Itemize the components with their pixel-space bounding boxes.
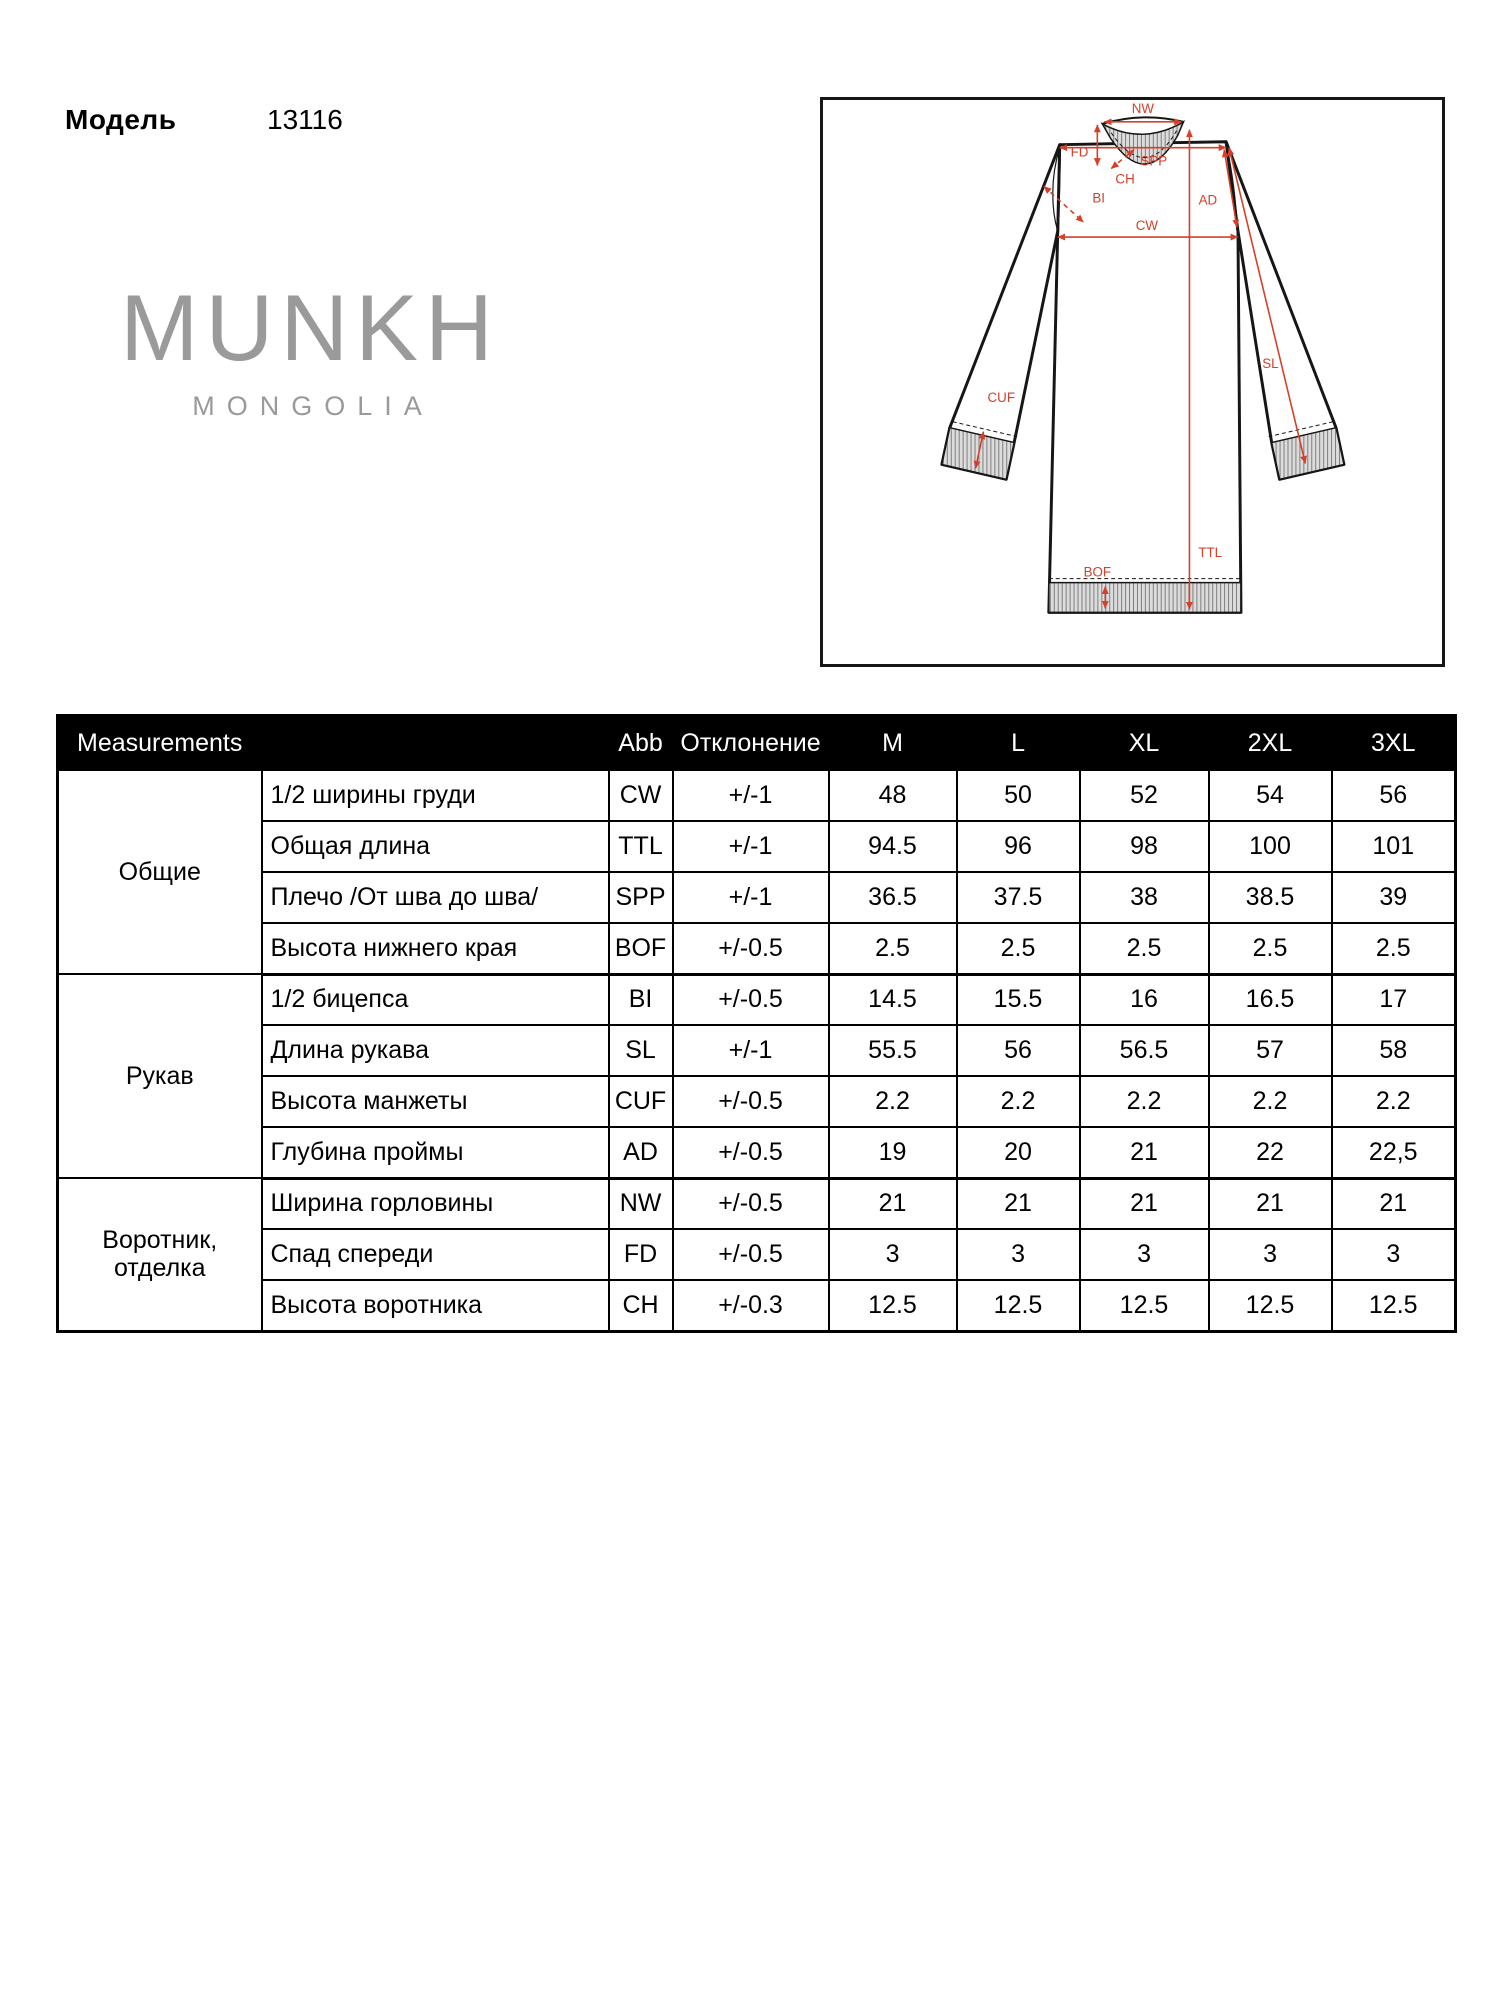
value-cell: 58	[1332, 1025, 1456, 1076]
header-size-2xl: 2XL	[1209, 716, 1332, 771]
value-cell: 50	[957, 770, 1080, 821]
value-cell: 39	[1332, 872, 1456, 923]
ch-label: CH	[1115, 171, 1135, 187]
abb-cell: AD	[609, 1127, 673, 1178]
dev-cell: +/-0.5	[673, 1127, 829, 1178]
abb-cell: BI	[609, 974, 673, 1025]
group-cell: Рукав	[58, 974, 262, 1178]
value-cell: 2.5	[1080, 923, 1209, 974]
value-cell: 14.5	[829, 974, 957, 1025]
abb-cell: CW	[609, 770, 673, 821]
value-cell: 12.5	[829, 1280, 957, 1331]
dev-cell: +/-0.5	[673, 1178, 829, 1229]
value-cell: 15.5	[957, 974, 1080, 1025]
dev-cell: +/-0.5	[673, 974, 829, 1025]
value-cell: 22,5	[1332, 1127, 1456, 1178]
back-neck-line	[1102, 117, 1183, 123]
dev-cell: +/-1	[673, 821, 829, 872]
abb-cell: CUF	[609, 1076, 673, 1127]
hem-rib	[1049, 583, 1241, 613]
value-cell: 2.5	[1209, 923, 1332, 974]
sl-label: SL	[1262, 356, 1279, 372]
dev-cell: +/-0.5	[673, 923, 829, 974]
param-cell: Глубина проймы	[262, 1127, 609, 1178]
param-cell: Спад спереди	[262, 1229, 609, 1280]
abb-cell: CH	[609, 1280, 673, 1331]
param-cell: Высота воротника	[262, 1280, 609, 1331]
cw-label: CW	[1135, 218, 1158, 234]
dev-cell: +/-0.5	[673, 1076, 829, 1127]
garment-body	[1049, 142, 1241, 613]
garment-diagram-frame	[820, 97, 1445, 667]
value-cell: 3	[957, 1229, 1080, 1280]
value-cell: 36.5	[829, 872, 957, 923]
abb-cell: NW	[609, 1178, 673, 1229]
param-cell: Общая длина	[262, 821, 609, 872]
value-cell: 2.2	[957, 1076, 1080, 1127]
table-row	[58, 821, 1456, 872]
table-row	[58, 1178, 1456, 1229]
value-cell: 12.5	[957, 1280, 1080, 1331]
table-row	[58, 770, 1456, 821]
abb-cell: FD	[609, 1229, 673, 1280]
table-row	[58, 1280, 1456, 1331]
header-size-l: L	[957, 716, 1080, 771]
value-cell: 12.5	[1209, 1280, 1332, 1331]
header-size-3xl: 3XL	[1332, 716, 1456, 771]
right-sleeve	[1226, 142, 1344, 480]
value-cell: 2.2	[1209, 1076, 1332, 1127]
dev-cell: +/-1	[673, 770, 829, 821]
spp-label: SPP	[1140, 153, 1168, 169]
table-row	[58, 872, 1456, 923]
value-cell: 19	[829, 1127, 957, 1178]
param-cell: Высота манжеты	[262, 1076, 609, 1127]
table-header-row	[58, 716, 1456, 771]
value-cell: 38.5	[1209, 872, 1332, 923]
value-cell: 2.2	[1332, 1076, 1456, 1127]
value-cell: 12.5	[1080, 1280, 1209, 1331]
dev-cell: +/-0.3	[673, 1280, 829, 1331]
value-cell: 3	[1332, 1229, 1456, 1280]
value-cell: 21	[1209, 1178, 1332, 1229]
header-size-xl: XL	[1080, 716, 1209, 771]
brand-logo	[110, 275, 510, 422]
value-cell: 21	[1332, 1178, 1456, 1229]
value-cell: 16	[1080, 974, 1209, 1025]
garment-technical-drawing	[823, 100, 1442, 664]
table-row	[58, 923, 1456, 974]
group-cell: Общие	[58, 770, 262, 974]
value-cell: 54	[1209, 770, 1332, 821]
value-cell: 55.5	[829, 1025, 957, 1076]
value-cell: 20	[957, 1127, 1080, 1178]
abb-cell: SPP	[609, 872, 673, 923]
dev-cell: +/-1	[673, 1025, 829, 1076]
param-cell: Высота нижнего края	[262, 923, 609, 974]
value-cell: 2.5	[1332, 923, 1456, 974]
value-cell: 21	[829, 1178, 957, 1229]
model-label: Модель	[65, 104, 177, 135]
dev-cell: +/-1	[673, 872, 829, 923]
value-cell: 56	[1332, 770, 1456, 821]
value-cell: 21	[1080, 1178, 1209, 1229]
ttl-label: TTL	[1198, 544, 1223, 560]
value-cell: 98	[1080, 821, 1209, 872]
value-cell: 56	[957, 1025, 1080, 1076]
nw-label: NW	[1131, 100, 1155, 116]
value-cell: 22	[1209, 1127, 1332, 1178]
garment-outline	[942, 142, 1344, 613]
param-cell: 1/2 ширины груди	[262, 770, 609, 821]
left-sleeve	[942, 145, 1060, 480]
value-cell: 56.5	[1080, 1025, 1209, 1076]
value-cell: 3	[829, 1229, 957, 1280]
brand-name: MUNKH	[120, 275, 500, 380]
dev-cell: +/-0.5	[673, 1229, 829, 1280]
param-cell: 1/2 бицепса	[262, 974, 609, 1025]
measurements-table	[56, 714, 1457, 1333]
param-cell: Плечо /От шва до шва/	[262, 872, 609, 923]
value-cell: 38	[1080, 872, 1209, 923]
value-cell: 2.5	[957, 923, 1080, 974]
model-number: 13116	[267, 104, 343, 135]
value-cell: 48	[829, 770, 957, 821]
header-size-m: M	[829, 716, 957, 771]
value-cell: 12.5	[1332, 1280, 1456, 1331]
table-row	[58, 1025, 1456, 1076]
abb-cell: BOF	[609, 923, 673, 974]
value-cell: 101	[1332, 821, 1456, 872]
brand-subtitle: MONGOLIA	[192, 391, 434, 421]
fd-label: FD	[1070, 144, 1089, 160]
value-cell: 3	[1080, 1229, 1209, 1280]
value-cell: 17	[1332, 974, 1456, 1025]
value-cell: 100	[1209, 821, 1332, 872]
table-row	[58, 1229, 1456, 1280]
value-cell: 57	[1209, 1025, 1332, 1076]
header-deviation: Отклонение	[673, 716, 829, 771]
value-cell: 94.5	[829, 821, 957, 872]
value-cell: 2.2	[829, 1076, 957, 1127]
group-cell: Воротник, отделка	[58, 1178, 262, 1331]
param-cell: Длина рукава	[262, 1025, 609, 1076]
table-row	[58, 1076, 1456, 1127]
param-cell: Ширина горловины	[262, 1178, 609, 1229]
value-cell: 2.2	[1080, 1076, 1209, 1127]
value-cell: 37.5	[957, 872, 1080, 923]
value-cell: 3	[1209, 1229, 1332, 1280]
ad-label: AD	[1198, 192, 1218, 208]
value-cell: 21	[1080, 1127, 1209, 1178]
header-abb: Abb	[609, 716, 673, 771]
table-row	[58, 1127, 1456, 1178]
cuf-label: CUF	[987, 389, 1016, 405]
value-cell: 21	[957, 1178, 1080, 1229]
bof-label: BOF	[1083, 564, 1112, 580]
table-row	[58, 974, 1456, 1025]
bi-label: BI	[1092, 190, 1106, 206]
value-cell: 2.5	[829, 923, 957, 974]
abb-cell: SL	[609, 1025, 673, 1076]
value-cell: 96	[957, 821, 1080, 872]
value-cell: 52	[1080, 770, 1209, 821]
value-cell: 16.5	[1209, 974, 1332, 1025]
abb-cell: TTL	[609, 821, 673, 872]
header-measurements: Measurements	[58, 716, 609, 771]
